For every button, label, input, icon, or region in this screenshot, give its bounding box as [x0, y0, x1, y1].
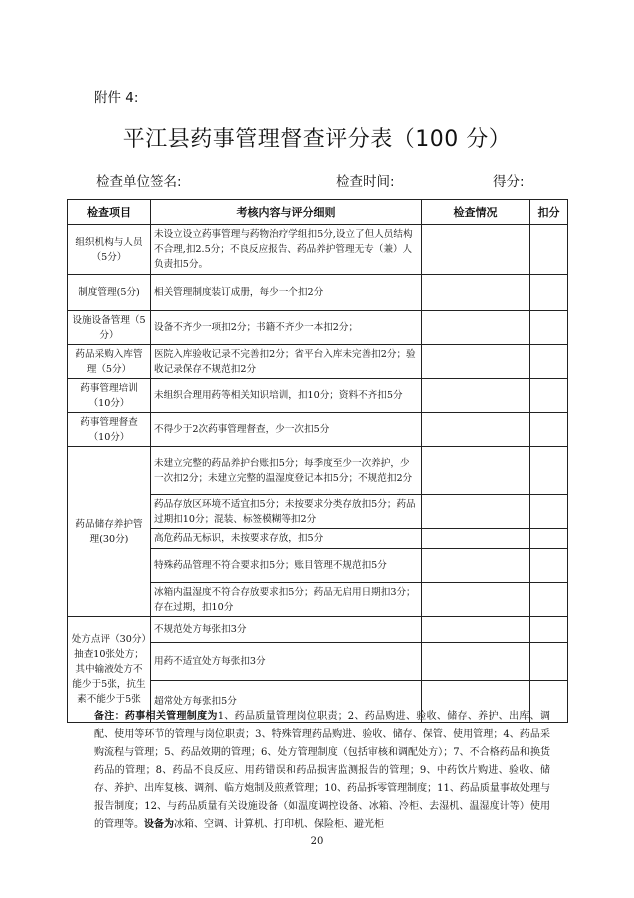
- row-criteria: 设备不齐少一项扣2分；书籍不齐少一本扣2分；: [151, 311, 422, 345]
- row-criteria: 冰箱内温湿度不符合存放要求扣5分；药品无启用日期扣3分；存在过期，扣10分: [151, 583, 422, 617]
- result-cell[interactable]: [422, 529, 530, 549]
- evaluation-table: [67, 199, 568, 723]
- deduction-cell[interactable]: [530, 345, 568, 379]
- row-criteria: 特殊药品管理不符合要求扣5分；账目管理不规范扣5分: [151, 549, 422, 583]
- inspection-time-label: 检查时间:: [336, 174, 395, 190]
- table-row: [68, 311, 568, 345]
- result-cell[interactable]: [422, 617, 530, 643]
- notes-paragraph: [94, 708, 550, 834]
- equipment-text: 冰箱、空调、计算机、打印机、保险柜、避光柜: [174, 819, 384, 830]
- row-criteria: 未设立设立药事管理与药物治疗学组扣5分,设立了但人员结构不合理,扣2.5分；不良反应报告、药品养护管理无专（兼）人负责扣5分。: [151, 225, 422, 275]
- result-cell[interactable]: [422, 345, 530, 379]
- page-title: 平江县药事管理督查评分表（100 分）: [122, 127, 512, 152]
- result-cell[interactable]: [422, 643, 530, 681]
- deduction-cell[interactable]: [530, 225, 568, 275]
- row-category: 组织机构与人员（5分）: [68, 225, 151, 275]
- header-result: 检查情况: [422, 200, 530, 225]
- row-category: 制度管理(5分): [68, 275, 151, 311]
- deduction-cell[interactable]: [530, 617, 568, 643]
- row-criteria: 相关管理制度装订成册，每少一个扣2分: [151, 275, 422, 311]
- result-cell[interactable]: [422, 225, 530, 275]
- result-cell[interactable]: [422, 583, 530, 617]
- row-criteria: 医院入库验收记录不完善扣2分；省平台入库未完善扣2分；验收记录保存不规范扣2分: [151, 345, 422, 379]
- table-row: [68, 617, 568, 643]
- table-row: [68, 447, 568, 495]
- score-label: 得分:: [493, 174, 525, 190]
- deduction-cell[interactable]: [530, 275, 568, 311]
- deduction-cell[interactable]: [530, 549, 568, 583]
- deduction-cell[interactable]: [530, 495, 568, 529]
- result-cell[interactable]: [422, 413, 530, 447]
- row-criteria: 超常处方每张扣5分: [151, 681, 422, 723]
- equipment-label: 设备为: [144, 819, 174, 830]
- result-cell[interactable]: [422, 275, 530, 311]
- deduction-cell[interactable]: [530, 583, 568, 617]
- header-deduction: 扣分: [530, 200, 568, 225]
- row-category: 药事管理培训（10分）: [68, 379, 151, 413]
- result-cell[interactable]: [422, 311, 530, 345]
- table-row: [68, 413, 568, 447]
- row-category: 药品采购入库管理（5分）: [68, 345, 151, 379]
- notes-text: 1、药品质量管理岗位职责；2、药品购进、验收、储存、养护、出库、调配、使用等环节的管理与岗位职责；3、特殊管理药品购进、验收、储存、保管、使用管理；4、药品采购流程与管理；5、药品效期的管理；6、处方管理制度（包括审核和调配处方）；7、不合格药品和换货药品的管理；8、药品不良反应、用药错误和药品损害监测报告的管理；9、中药饮片购进、验收、储存、养护、出库复核、调剂、临方炮制及煎煮管理；10、药品拆零管理制度；11、药品质量事故处理与报告制度；12、与药品质量有关设施设备（如温度调控设备、冰箱、冷柜、去湿机、温湿度计等）使用的管理等。: [94, 711, 550, 830]
- row-category: 设施设备管理（5分）: [68, 311, 151, 345]
- notes-label: 备注：药事相关管理制度为: [94, 711, 218, 722]
- row-criteria: 未建立完整的药品养护台账扣5分；每季度至少一次养护，少一次扣2分；未建立完整的温湿度登记本扣5分；不规范扣2分: [151, 447, 422, 495]
- table-row: [68, 345, 568, 379]
- result-cell[interactable]: [422, 549, 530, 583]
- row-criteria: 不得少于2次药事管理督查，少一次扣5分: [151, 413, 422, 447]
- deduction-cell[interactable]: [530, 413, 568, 447]
- table-row: [68, 225, 568, 275]
- table-row: [68, 379, 568, 413]
- attachment-label: 附件 4:: [94, 90, 139, 106]
- deduction-cell[interactable]: [530, 447, 568, 495]
- row-criteria: 药品存放区环境不适宜扣5分；未按要求分类存放扣5分；药品过期扣10分；混装、标签模糊等扣2分: [151, 495, 422, 529]
- row-category: 药品储存养护管理(30分): [68, 447, 151, 617]
- row-category: 处方点评（30分）抽查10张处方；其中输液处方不能少于5张，抗生素不能少于5张: [68, 617, 151, 723]
- row-criteria: 高危药品无标识，未按要求存放，扣5分: [151, 529, 422, 549]
- row-category: 药事管理督查（10分）: [68, 413, 151, 447]
- result-cell[interactable]: [422, 379, 530, 413]
- deduction-cell[interactable]: [530, 643, 568, 681]
- deduction-cell[interactable]: [530, 379, 568, 413]
- row-criteria: 不规范处方每张扣3分: [151, 617, 422, 643]
- deduction-cell[interactable]: [530, 311, 568, 345]
- row-criteria: 用药不适宜处方每张扣3分: [151, 643, 422, 681]
- page-number: 20: [310, 836, 324, 847]
- header-criteria: 考核内容与评分细则: [151, 200, 422, 225]
- table-header-row: [68, 200, 568, 225]
- result-cell[interactable]: [422, 447, 530, 495]
- result-cell[interactable]: [422, 495, 530, 529]
- header-item: 检查项目: [68, 200, 151, 225]
- signature-unit-label: 检查单位签名:: [96, 174, 182, 190]
- row-criteria: 未组织合理用药等相关知识培训，扣10分；资料不齐扣5分: [151, 379, 422, 413]
- deduction-cell[interactable]: [530, 529, 568, 549]
- table-row: [68, 275, 568, 311]
